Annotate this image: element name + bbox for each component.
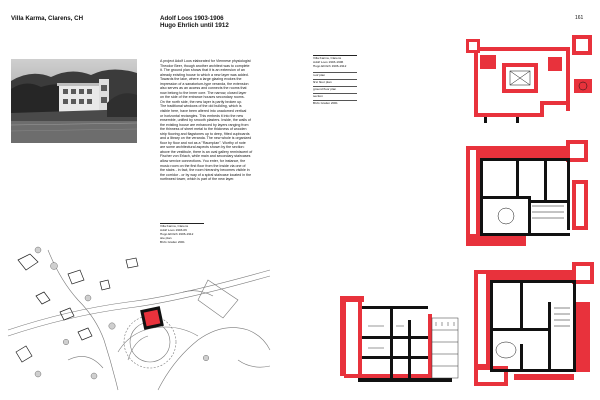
text-line: the thinness of sheet metal to the thickness of wooden xyxy=(160,127,247,132)
caption-line: Villa Karma, Clarens xyxy=(160,224,189,228)
text-line: strip flooring and flagstones up to deep, fitted cupboards xyxy=(160,131,250,136)
first-floor-plan-drawing xyxy=(466,140,594,252)
text-line: also serves as an access and connects the rooms that xyxy=(160,86,247,91)
main-text xyxy=(160,59,280,182)
ground-floor-plan-drawing xyxy=(474,262,596,394)
legend-row-section: section xyxy=(313,93,357,100)
roof-plan-drawing xyxy=(466,35,594,131)
villa-photograph xyxy=(11,59,137,143)
text-line: Theodor Beer, though another architect was to complete xyxy=(160,63,250,68)
text-line: or horizontal rectangles. This embeds it into the new xyxy=(160,113,244,118)
site-plan-drawing xyxy=(8,240,270,390)
legend-title xyxy=(313,57,346,69)
caption-line: Adolf Loos 1903-06 xyxy=(160,227,187,232)
text-line: The traditional windows of the old building, which is xyxy=(160,104,242,109)
text-line: the corridor - or by way of a spiral staircase located in the xyxy=(160,172,252,177)
section-drawing xyxy=(340,290,460,390)
architects-line-1: Adolf Loos 1903-1906 xyxy=(160,15,224,22)
text-line: floor by floor and not as a "Raumplan". Worthy of note xyxy=(160,140,246,145)
site-title: Villa Karma, Clarens, CH xyxy=(11,15,84,22)
text-line: On the north side, the new layer is partly broken up. xyxy=(160,99,243,104)
text-line: above the vestibule, there is an oval gallery reminiscent of xyxy=(160,149,253,154)
legend-row-ground-floor: ground floor plan xyxy=(313,86,357,93)
text-line: A project Adolf Loos elaborated for Viennese physiologist xyxy=(160,59,251,63)
caption-line: BUG Grafen 2001 xyxy=(160,239,185,244)
text-line: on the side of the entrance houses secondary rooms. xyxy=(160,95,245,100)
caption-line: site plan xyxy=(160,235,172,240)
legend-title-line: Hugo Ehrlich 1906-1912 xyxy=(313,63,347,68)
text-line: and a library on the veranda. The new whole is organized xyxy=(160,136,252,141)
legend-rows xyxy=(313,72,357,107)
text-line: impression of a sanatorium-type veranda, the extension xyxy=(160,81,249,86)
legend-row-credit: BUG Grafen 2001 xyxy=(313,100,357,107)
legend-row-roof: roof plan xyxy=(313,72,357,79)
legend-title-line: Villa Karma, Clarens xyxy=(313,56,342,60)
text-line: ensemble, unified by smooth plasters. Inside, the walls of xyxy=(160,118,251,123)
text-line: now belong to the inner core. The narrow, closed layer xyxy=(160,90,247,95)
text-line: northwest tower, which is part of the new layer. xyxy=(160,177,235,182)
text-line: the existing house are enhanced by layers ranging from xyxy=(160,122,249,127)
caption-line: Hugo Ehrlich 1906-1912 xyxy=(160,231,194,236)
legend-title-line: Adolf Loos 1903-1906 xyxy=(313,59,344,64)
text-line: the stairs - in fact, the room hierarchy becomes visible in xyxy=(160,168,250,173)
text-line: it. The ground plan shows that it is an extension of an xyxy=(160,68,245,73)
text-line: visible here, have been altered into unadorned vertical xyxy=(160,109,247,114)
text-line: Towards the lake, where a large glazing evokes the xyxy=(160,77,242,82)
text-line: Fischer von Erlach, while main and secondary staircases xyxy=(160,154,251,159)
text-line: are some architectural aspects shown by the section: xyxy=(160,145,245,150)
page-number: 161 xyxy=(575,15,584,21)
architects-line-2: Hugo Ehrlich until 1912 xyxy=(160,22,229,29)
legend-row-first-floor: first floor plan xyxy=(313,79,357,86)
text-line: music room on the first floor from the inside via one of xyxy=(160,163,246,168)
text-line: allow service connections. You enter, for instance, the xyxy=(160,159,246,164)
text-line: already existing house to which a new layer was added. xyxy=(160,72,249,77)
